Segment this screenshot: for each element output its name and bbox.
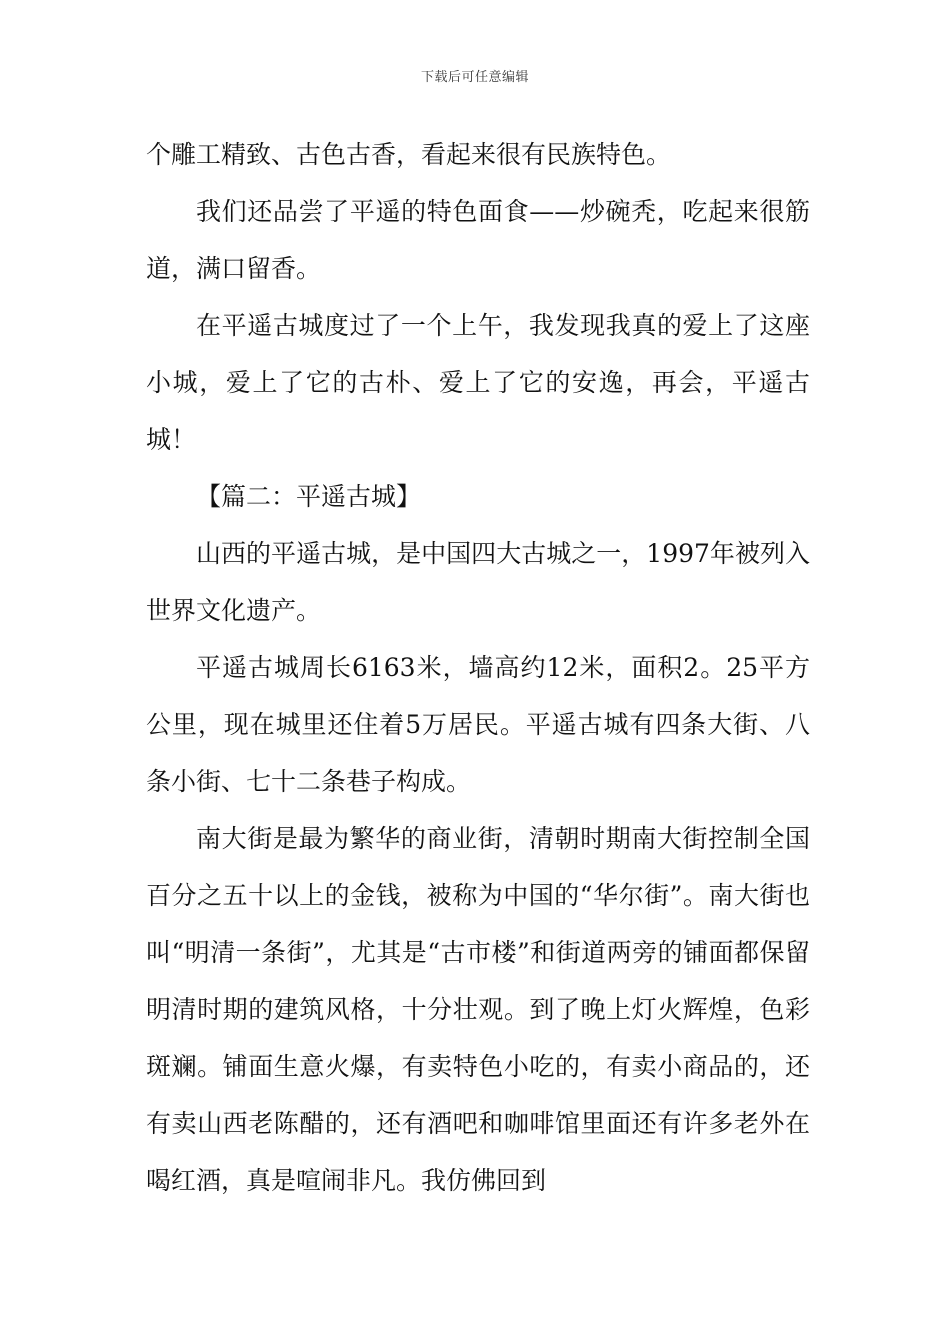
- paragraph-continuation: 个雕工精致、古色古香，看起来很有民族特色。: [146, 140, 672, 169]
- paragraph: 在平遥古城度过了一个上午，我发现我真的爱上了这座小城，爱上了它的古朴、爱上了它的安逸，再会，平遥古城！: [146, 311, 810, 454]
- page-header: 下载后可任意编辑: [420, 70, 529, 85]
- document-body: [146, 126, 810, 1209]
- paragraph: 山西的平遥古城，是中国四大古城之一，1997年被列入世界文化遗产。: [146, 539, 810, 625]
- paragraph: 南大街是最为繁华的商业街，清朝时期南大街控制全国百分之五十以上的金钱，被称为中国的“华尔街”。南大街也叫“明清一条街”，尤其是“古市楼”和街道两旁的铺面都保留明清时期的建筑风格，十分壮观。到了晚上灯火辉煌，色彩斑斓。铺面生意火爆，有卖特色小吃的，有卖小商品的，还有卖山西老陈醋的，还有酒吧和咖啡馆里面还有许多老外在喝红酒，真是喧闹非凡。我仿佛回到: [146, 824, 810, 1195]
- paragraph: 我们还品尝了平遥的特色面食——炒碗秃，吃起来很筋道，满口留香。: [146, 197, 810, 283]
- paragraph: 平遥古城周长6163米，墙高约12米，面积2。25平方公里，现在城里还住着5万居民。平遥古城有四条大街、八条小街、七十二条巷子构成。: [146, 653, 810, 796]
- section-heading: 【篇二：平遥古城】: [196, 482, 422, 511]
